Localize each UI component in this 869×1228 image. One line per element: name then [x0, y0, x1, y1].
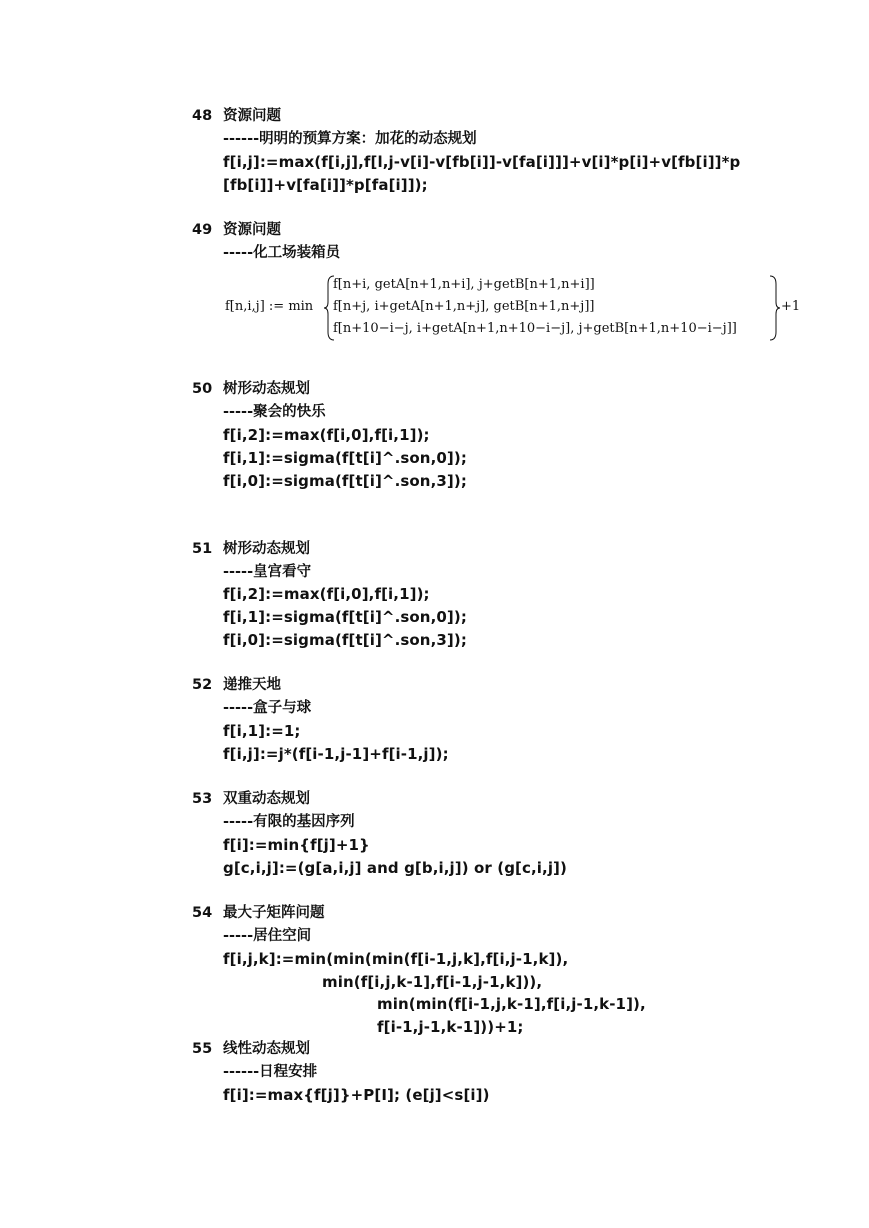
section-title-51: 树形动态规划 [223, 541, 310, 557]
code-line: f[i-1,j-1,k-1]))+1; [377, 1018, 524, 1036]
section-title-48: 资源问题 [223, 108, 281, 124]
section-subtitle-54: -----居住空间 [223, 928, 312, 944]
right-brace-icon [767, 274, 781, 342]
formula-case-3: f[n+10−i−j, i+getA[n+1,n+10−i−j], j+getB[n+1,n+10−i−j]] [333, 321, 737, 336]
section-subtitle-53: -----有限的基因序列 [223, 814, 355, 830]
code-line: f[i,j]:=j*(f[i-1,j-1]+f[i-1,j]); [223, 745, 449, 763]
code-line: f[i]:=max{f[j]}+P[I]; (e[j]<s[i]) [223, 1086, 490, 1104]
code-line: f[i,j]:=max(f[i,j],f[l,j-v[i]-v[fb[i]]-v[fa[i]]]+v[i]*p[i]+v[fb[i]]*p [223, 153, 741, 171]
section-number-48: 48 [192, 108, 213, 124]
code-line: f[i,0]:=sigma(f[t[i]^.son,3]); [223, 472, 467, 490]
section-number-55: 55 [192, 1041, 213, 1057]
section-title-53: 双重动态规划 [223, 791, 310, 807]
code-line: f[i,2]:=max(f[i,0],f[i,1]); [223, 426, 430, 444]
section-number-52: 52 [192, 677, 213, 693]
code-line: g[c,i,j]:=(g[a,i,j] and g[b,i,j]) or (g[c,i,j]) [223, 859, 567, 877]
section-number-51: 51 [192, 541, 213, 557]
code-line: min(min(f[i-1,j,k-1],f[i,j-1,k-1]), [377, 995, 646, 1013]
section-subtitle-49: -----化工场装箱员 [223, 245, 341, 261]
section-subtitle-52: -----盒子与球 [223, 700, 312, 716]
code-line: f[i,1]:=1; [223, 722, 301, 740]
section-subtitle-48: ------明明的预算方案：加花的动态规划 [223, 131, 477, 147]
section-title-52: 递推天地 [223, 677, 281, 693]
formula-rhs: +1 [781, 299, 801, 314]
code-line: min(f[i,j,k-1],f[i-1,j-1,k])), [322, 973, 543, 991]
section-subtitle-51: -----皇宫看守 [223, 564, 312, 580]
code-line: f[i,0]:=sigma(f[t[i]^.son,3]); [223, 631, 467, 649]
formula-case-1: f[n+i, getA[n+1,n+i], j+getB[n+1,n+i]] [333, 277, 595, 292]
section-number-54: 54 [192, 905, 213, 921]
section-number-53: 53 [192, 791, 213, 807]
section-subtitle-55: ------日程安排 [223, 1064, 318, 1080]
section-subtitle-50: -----聚会的快乐 [223, 404, 326, 420]
section-title-49: 资源问题 [223, 222, 281, 238]
section-title-50: 树形动态规划 [223, 381, 310, 397]
code-line: f[i,j,k]:=min(min(min(f[i-1,j,k],f[i,j-1,k]), [223, 950, 569, 968]
formula-lhs: f[n,i,j] := min [225, 299, 314, 314]
section-number-50: 50 [192, 381, 213, 397]
code-line: f[i,2]:=max(f[i,0],f[i,1]); [223, 585, 430, 603]
code-line: f[i]:=min{f[j]+1} [223, 836, 370, 854]
section-title-55: 线性动态规划 [223, 1041, 310, 1057]
section-title-54: 最大子矩阵问题 [223, 905, 325, 921]
section-number-49: 49 [192, 222, 213, 238]
formula-case-2: f[n+j, i+getA[n+1,n+j], getB[n+1,n+j]] [333, 299, 595, 314]
code-line: f[i,1]:=sigma(f[t[i]^.son,0]); [223, 449, 467, 467]
code-line: [fb[i]]+v[fa[i]]*p[fa[i]]); [223, 176, 428, 194]
code-line: f[i,1]:=sigma(f[t[i]^.son,0]); [223, 608, 467, 626]
